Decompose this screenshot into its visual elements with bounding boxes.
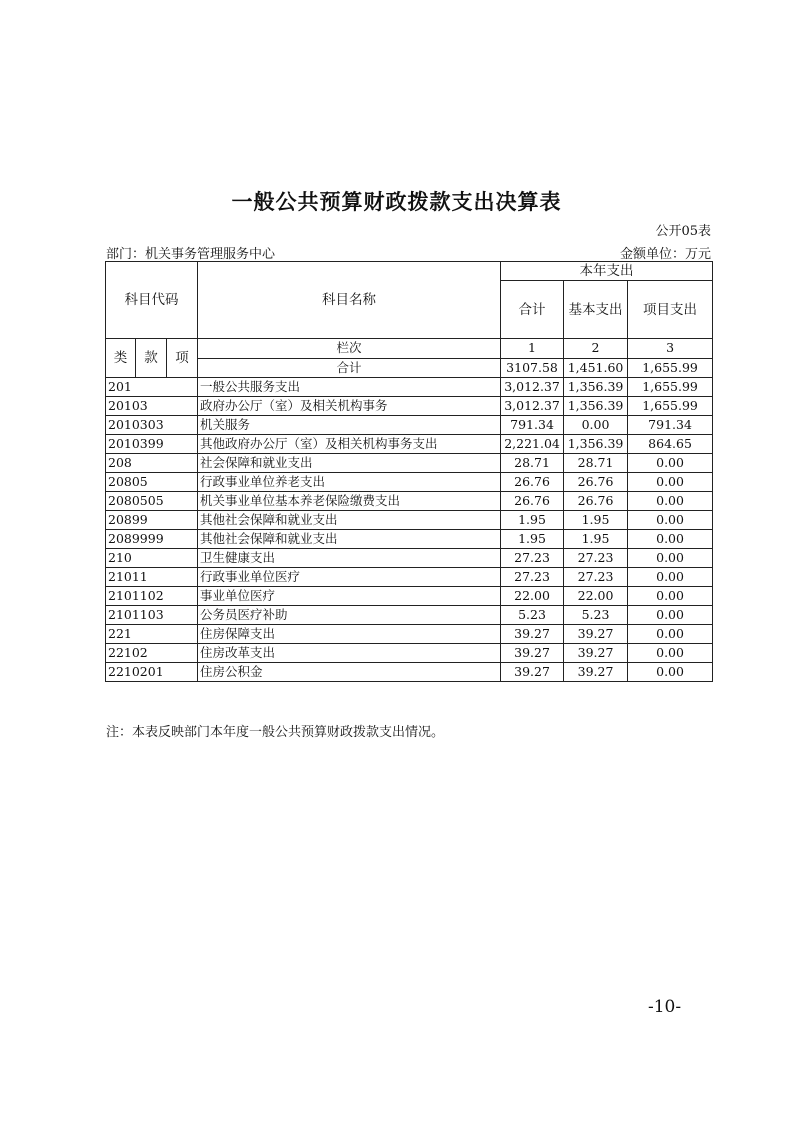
subject-code-cell: 20103 (106, 397, 198, 416)
basic-cell: 39.27 (564, 644, 628, 663)
subject-name-cell: 卫生健康支出 (198, 549, 501, 568)
project-cell: 1,655.99 (628, 378, 713, 397)
table-row (106, 454, 713, 473)
sum-total: 3107.58 (501, 358, 564, 378)
subject-code-cell: 221 (106, 625, 198, 644)
project-cell: 0.00 (628, 511, 713, 530)
current-year-header: 本年支出 (501, 262, 713, 281)
table-row (106, 435, 713, 454)
subject-code-cell: 22102 (106, 644, 198, 663)
subject-code-cell: 2010399 (106, 435, 198, 454)
total-cell: 791.34 (501, 416, 564, 435)
column-number-row (106, 339, 713, 359)
subject-name-cell: 事业单位医疗 (198, 587, 501, 606)
basic-cell: 1.95 (564, 530, 628, 549)
table-row (106, 568, 713, 587)
subject-name-cell: 政府办公厅（室）及相关机构事务 (198, 397, 501, 416)
table-row (106, 530, 713, 549)
subject-name-cell: 公务员医疗补助 (198, 606, 501, 625)
table-row (106, 473, 713, 492)
subject-code-header: 科目代码 (106, 262, 198, 339)
project-cell: 791.34 (628, 416, 713, 435)
table-row (106, 587, 713, 606)
basic-cell: 26.76 (564, 492, 628, 511)
project-cell: 0.00 (628, 454, 713, 473)
project-cell: 0.00 (628, 530, 713, 549)
subject-name-cell: 一般公共服务支出 (198, 378, 501, 397)
table-row (106, 644, 713, 663)
subject-name-cell: 机关服务 (198, 416, 501, 435)
basic-cell: 22.00 (564, 587, 628, 606)
basic-cell: 39.27 (564, 625, 628, 644)
total-cell: 3,012.37 (501, 378, 564, 397)
total-cell: 26.76 (501, 473, 564, 492)
subject-name-header: 科目名称 (198, 262, 501, 339)
subject-code-cell: 2101102 (106, 587, 198, 606)
kuan-header: 款 (136, 339, 167, 378)
basic-cell: 27.23 (564, 568, 628, 587)
page-title: 一般公共预算财政拨款支出决算表 (231, 189, 562, 214)
total-cell: 3,012.37 (501, 397, 564, 416)
header-row-1 (106, 262, 713, 281)
subject-code-cell: 2089999 (106, 530, 198, 549)
project-cell: 0.00 (628, 644, 713, 663)
subject-code-cell: 2010303 (106, 416, 198, 435)
subject-code-cell: 20899 (106, 511, 198, 530)
basic-cell: 1,356.39 (564, 378, 628, 397)
table-row (106, 416, 713, 435)
basic-cell: 5.23 (564, 606, 628, 625)
column-number-label: 栏次 (198, 339, 501, 359)
subject-code-cell: 2210201 (106, 663, 198, 682)
subject-name-cell: 住房公积金 (198, 663, 501, 682)
total-header: 合计 (501, 281, 564, 339)
project-cell: 0.00 (628, 568, 713, 587)
table-note: 注：本表反映部门本年度一般公共预算财政拨款支出情况。 (106, 725, 445, 740)
total-cell: 27.23 (501, 549, 564, 568)
total-cell: 39.27 (501, 625, 564, 644)
subject-name-cell: 其他社会保障和就业支出 (198, 511, 501, 530)
column-number-2: 2 (564, 339, 628, 359)
total-cell: 1.95 (501, 530, 564, 549)
project-cell: 0.00 (628, 625, 713, 644)
total-cell: 5.23 (501, 606, 564, 625)
total-cell: 39.27 (501, 663, 564, 682)
basic-cell: 1,356.39 (564, 397, 628, 416)
sum-basic: 1,451.60 (564, 358, 628, 378)
table-row (106, 378, 713, 397)
column-number-3: 3 (628, 339, 713, 359)
project-cell: 0.00 (628, 492, 713, 511)
total-cell: 26.76 (501, 492, 564, 511)
subject-name-cell: 其他社会保障和就业支出 (198, 530, 501, 549)
expenditure-table (105, 261, 713, 682)
subject-name-cell: 其他政府办公厅（室）及相关机构事务支出 (198, 435, 501, 454)
project-cell: 0.00 (628, 663, 713, 682)
table-row (106, 492, 713, 511)
xiang-header: 项 (167, 339, 198, 378)
project-cell: 0.00 (628, 587, 713, 606)
project-cell: 0.00 (628, 549, 713, 568)
basic-cell: 28.71 (564, 454, 628, 473)
total-cell: 2,221.04 (501, 435, 564, 454)
sum-project: 1,655.99 (628, 358, 713, 378)
lei-header: 类 (106, 339, 136, 378)
subject-name-cell: 住房保障支出 (198, 625, 501, 644)
table-row (106, 606, 713, 625)
basic-header: 基本支出 (564, 281, 628, 339)
subject-code-cell: 2080505 (106, 492, 198, 511)
table-row (106, 663, 713, 682)
table-row (106, 397, 713, 416)
project-cell: 0.00 (628, 606, 713, 625)
total-cell: 39.27 (501, 644, 564, 663)
total-cell: 1.95 (501, 511, 564, 530)
subject-code-cell: 210 (106, 549, 198, 568)
table-row (106, 549, 713, 568)
project-cell: 0.00 (628, 473, 713, 492)
table-row (106, 511, 713, 530)
sum-label: 合计 (198, 358, 501, 378)
basic-cell: 39.27 (564, 663, 628, 682)
column-number-1: 1 (501, 339, 564, 359)
amount-unit-label: 金额单位：万元 (619, 247, 711, 262)
basic-cell: 26.76 (564, 473, 628, 492)
subject-name-cell: 行政事业单位医疗 (198, 568, 501, 587)
subject-code-cell: 208 (106, 454, 198, 473)
subject-code-cell: 21011 (106, 568, 198, 587)
subject-code-cell: 20805 (106, 473, 198, 492)
total-cell: 27.23 (501, 568, 564, 587)
basic-cell: 1.95 (564, 511, 628, 530)
subject-name-cell: 住房改革支出 (198, 644, 501, 663)
page-number: -10- (648, 997, 682, 1017)
basic-cell: 27.23 (564, 549, 628, 568)
subject-name-cell: 行政事业单位养老支出 (198, 473, 501, 492)
subject-code-cell: 201 (106, 378, 198, 397)
form-number: 公开05表 (655, 224, 711, 239)
sum-row (106, 358, 713, 378)
total-cell: 22.00 (501, 587, 564, 606)
project-cell: 1,655.99 (628, 397, 713, 416)
department-label: 部门：机关事务管理服务中心 (106, 247, 276, 262)
basic-cell: 1,356.39 (564, 435, 628, 454)
project-header: 项目支出 (628, 281, 713, 339)
project-cell: 864.65 (628, 435, 713, 454)
basic-cell: 0.00 (564, 416, 628, 435)
subject-name-cell: 社会保障和就业支出 (198, 454, 501, 473)
subject-name-cell: 机关事业单位基本养老保险缴费支出 (198, 492, 501, 511)
total-cell: 28.71 (501, 454, 564, 473)
subject-code-cell: 2101103 (106, 606, 198, 625)
table-row (106, 625, 713, 644)
